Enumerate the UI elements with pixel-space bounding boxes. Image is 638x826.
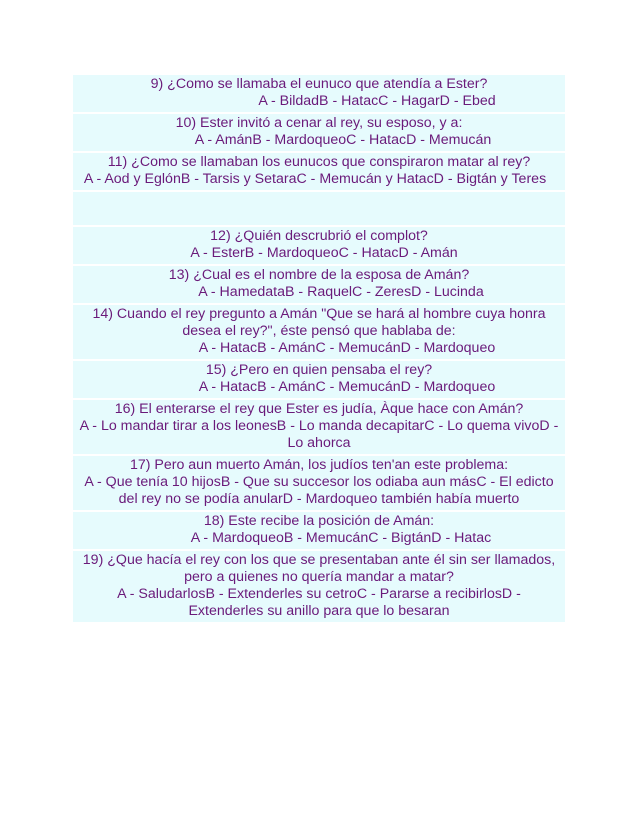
question-row-14 <box>73 305 565 359</box>
question-text: 16) El enterarse el rey que Ester es judía, Àque hace con Amán? <box>114 401 524 417</box>
question-text: 13) ¿Cual es el nombre de la esposa de Amán? <box>168 267 470 283</box>
question-row-10 <box>73 114 565 151</box>
question-cell <box>73 456 565 510</box>
spacer-cell <box>73 192 565 225</box>
answer-options: A - HamedataB - RaquelC - ZeresD - Lucinda <box>198 284 484 300</box>
question-row-15 <box>73 361 565 398</box>
question-cell <box>73 266 565 303</box>
answer-options: A - Lo mandar tirar a los leonesB - Lo manda decapitarC - Lo quema vivoD - Lo ahorca <box>79 418 559 451</box>
question-text: 10) Ester invitó a cenar al rey, su esposo, y a: <box>175 115 463 131</box>
question-cell <box>73 361 565 398</box>
question-row-17 <box>73 456 565 510</box>
question-row-11 <box>73 153 565 190</box>
quiz-table <box>73 73 565 624</box>
question-text: 15) ¿Pero en quien pensaba el rey? <box>205 362 433 378</box>
question-row-9 <box>73 75 565 112</box>
question-cell <box>73 512 565 549</box>
question-text: 19) ¿Que hacía el rey con los que se presentaban ante él sin ser llamados, pero a quienes no quería mandar a matar? <box>82 552 556 585</box>
question-text: 17) Pero aun muerto Amán, los judíos ten'an este problema: <box>129 457 509 473</box>
answer-options: A - HatacB - AmánC - MemucánD - Mardoqueo <box>198 340 496 356</box>
answer-options: A - HatacB - AmánC - MemucánD - Mardoqueo <box>198 379 496 395</box>
answer-options: A - SaludarlosB - Extenderles su cetroC - Pararse a recibirlosD - Extenderles su anillo para que lo besaran <box>117 586 521 619</box>
question-text: 9) ¿Como se llamaba el eunuco que atendía a Ester? <box>150 76 488 92</box>
answer-options: A - Que tenía 10 hijosB - Que su succesor los odiaba aun másC - El edicto del rey no se podía anularD - Mardoqueo también había muerto <box>84 474 554 507</box>
question-row-12 <box>73 227 565 264</box>
question-cell <box>73 153 565 190</box>
answer-options: A - Aod y EglónB - Tarsis y SetaraC - Memucán y HatacD - Bigtán y Teres <box>83 171 547 187</box>
question-cell <box>73 114 565 151</box>
answer-options: A - MardoqueoB - MemucánC - BigtánD - Hatac <box>190 530 492 546</box>
answer-options: A - AmánB - MardoqueoC - HatacD - Memucán <box>194 132 492 148</box>
question-row-19 <box>73 551 565 622</box>
question-text: 12) ¿Quién descrubrió el complot? <box>210 228 428 244</box>
question-row-13 <box>73 266 565 303</box>
spacer-row <box>73 192 565 225</box>
question-text: 11) ¿Como se llamaban los eunucos que conspiraron matar al rey? <box>107 154 531 170</box>
question-row-16 <box>73 400 565 454</box>
answer-options: A - EsterB - MardoqueoC - HatacD - Amán <box>190 245 458 261</box>
question-cell <box>73 400 565 454</box>
question-text: 18) Este recibe la posición de Amán: <box>203 513 435 529</box>
question-text: 14) Cuando el rey pregunto a Amán "Que se hará al hombre cuya honra desea el rey?", éste pensó que hablaba de: <box>92 306 546 339</box>
question-cell <box>73 551 565 622</box>
question-cell <box>73 305 565 359</box>
question-row-18 <box>73 512 565 549</box>
answer-options: A - BildadB - HatacC - HagarD - Ebed <box>258 93 496 109</box>
question-cell <box>73 75 565 112</box>
question-cell <box>73 227 565 264</box>
